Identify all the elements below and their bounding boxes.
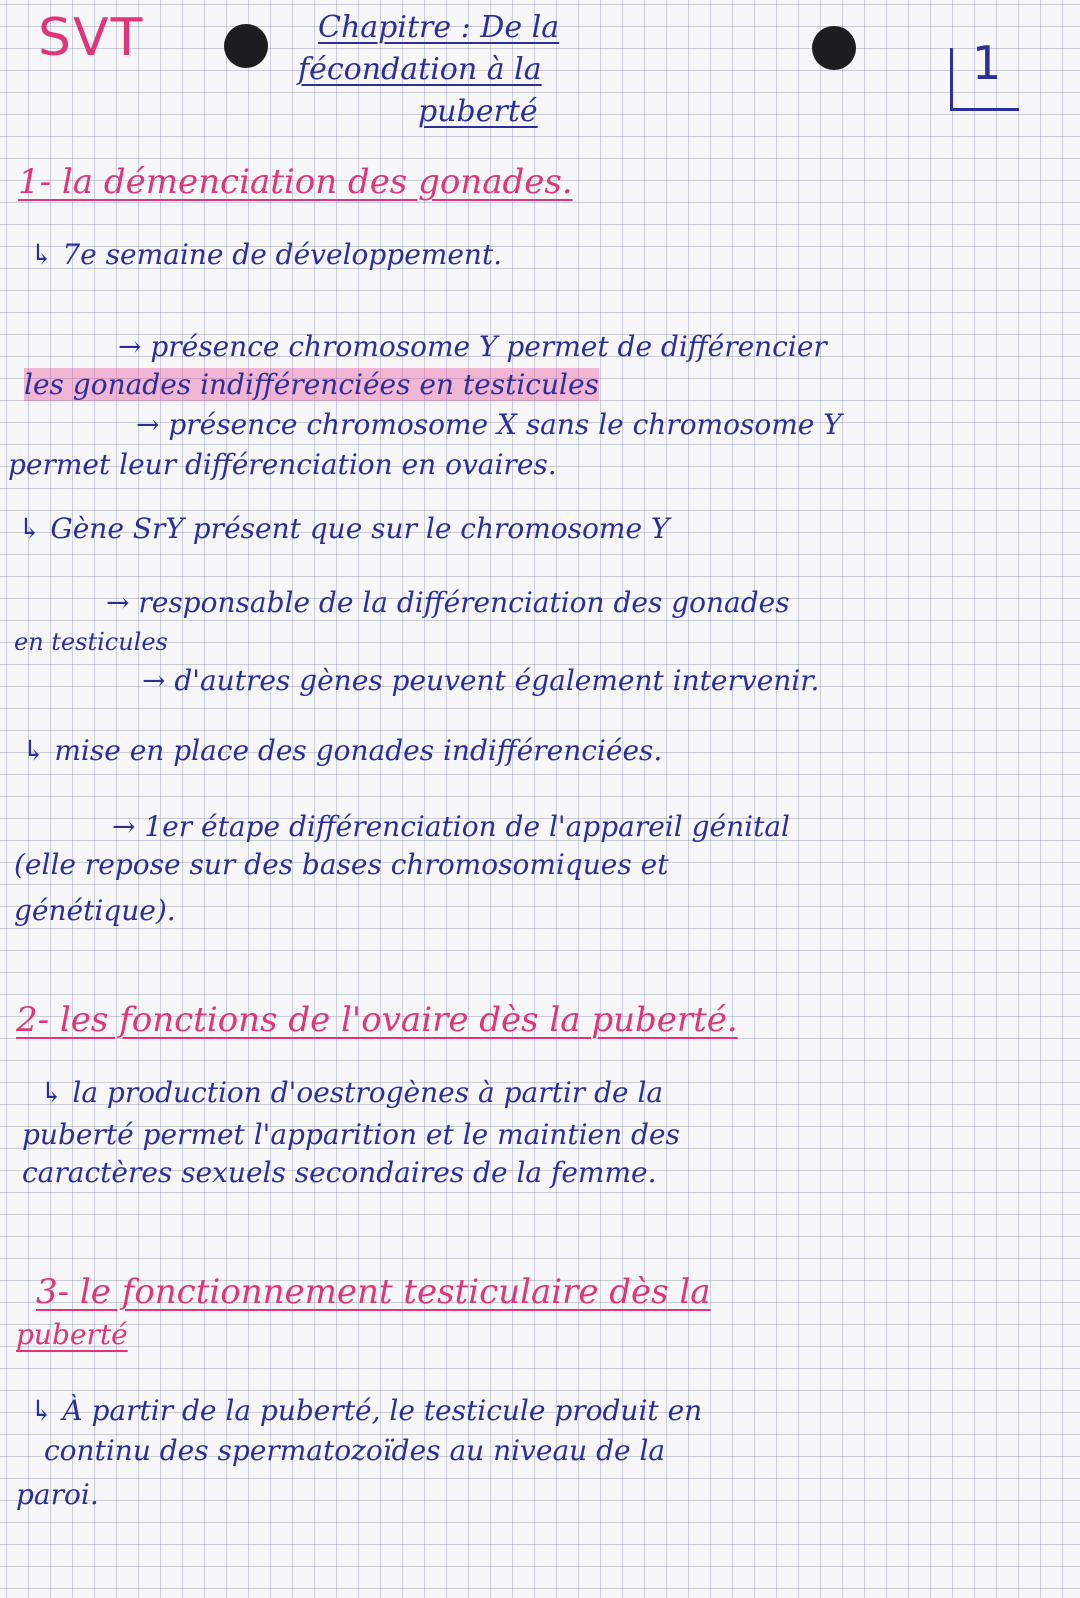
section-1-line-6: ↳ Gène SrY présent que sur le chromosome Y	[18, 512, 670, 545]
section-1-line-7: → responsable de la différenciation des gonades	[106, 586, 790, 619]
section-1-line-10: ↳ mise en place des gonades indifférenciées.	[22, 734, 663, 767]
section-3-heading-text-2: puberté	[16, 1318, 128, 1351]
section-3-line-1: ↳ À partir de la puberté, le testicule produit en	[30, 1394, 703, 1427]
binder-hole-left	[224, 24, 268, 68]
section-3-heading-line-1	[36, 1272, 711, 1312]
section-1-line-3	[24, 368, 599, 401]
section-3-heading-line-2	[16, 1318, 128, 1351]
section-2-heading-text: 2- les fonctions de l'ovaire dès la puberté.	[16, 1000, 738, 1040]
section-1-heading-text: 1- la démenciation des gonades.	[18, 162, 573, 202]
section-2-line-3: caractères sexuels secondaires de la femme.	[22, 1156, 657, 1189]
section-2-line-1: ↳ la production d'oestrogènes à partir de la	[40, 1076, 664, 1109]
section-3-line-2: continu des spermatozoïdes au niveau de la	[44, 1434, 666, 1467]
section-1-line-8: en testicules	[14, 628, 168, 656]
subject-label: SVT	[38, 8, 145, 68]
section-1-line-4: → présence chromosome X sans le chromosome Y	[136, 408, 842, 441]
section-1-line-5: permet leur différenciation en ovaires.	[8, 448, 557, 481]
highlighted-text: les gonades indifférenciées en testicules	[24, 368, 599, 401]
section-1-line-11: → 1er étape différenciation de l'appareil génital	[112, 810, 790, 843]
section-1-line-13: génétique).	[14, 894, 176, 927]
page-number: 1	[972, 36, 1002, 90]
section-1-line-12: (elle repose sur des bases chromosomiques et	[14, 848, 669, 881]
chapter-title-line-3: puberté	[418, 94, 538, 129]
binder-hole-right	[812, 26, 856, 70]
section-3-line-3: paroi.	[16, 1478, 99, 1511]
section-1-line-2: → présence chromosome Y permet de différencier	[118, 330, 827, 363]
section-1-line-1: ↳ 7e semaine de développement.	[30, 238, 503, 271]
section-1-heading	[18, 162, 573, 202]
chapter-title-line-1: Chapitre : De la	[318, 10, 560, 45]
chapter-title-line-2: fécondation à la	[298, 52, 542, 87]
section-3-heading-text: 3- le fonctionnement testiculaire dès la	[36, 1272, 711, 1312]
section-2-line-2: puberté permet l'apparition et le maintien des	[22, 1118, 680, 1151]
section-2-heading	[16, 1000, 738, 1040]
section-1-line-9: → d'autres gènes peuvent également intervenir.	[142, 664, 820, 697]
